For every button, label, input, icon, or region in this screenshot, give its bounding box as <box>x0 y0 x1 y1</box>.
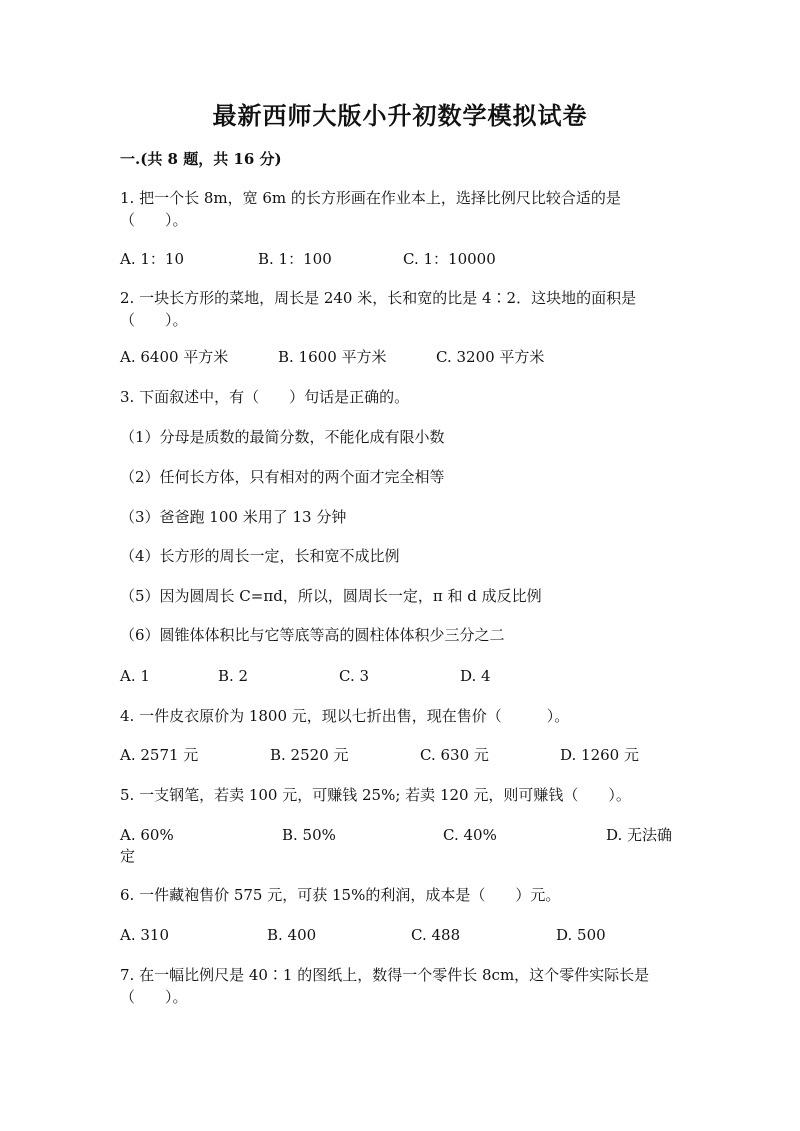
page-title: 最新西师大版小升初数学模拟试卷 <box>212 101 588 130</box>
question-6-option-c: C. 488 <box>411 926 461 944</box>
question-4-option-c: C. 630 元 <box>420 746 489 764</box>
question-3-statement: （2）任何长方体，只有相对的两个面才完全相等 <box>120 468 445 486</box>
question-1-option-a: A. 1：10 <box>120 250 184 268</box>
question-2-option-b: B. 1600 平方米 <box>278 348 387 366</box>
question-5-option-b: B. 50% <box>282 826 336 844</box>
question-5-option-d: D. 无法确 <box>606 826 673 844</box>
question-1-blank: （ ）。 <box>120 211 188 229</box>
question-3-text: 3. 下面叙述中，有（ ）句话是正确的。 <box>120 388 410 406</box>
question-6-option-a: A. 310 <box>120 926 169 944</box>
question-5-option-d-wrap: 定 <box>120 847 136 865</box>
question-3-option-b: B. 2 <box>218 667 249 685</box>
question-3-statement: （5）因为圆周长 C=πd，所以，圆周长一定，π 和 d 成反比例 <box>120 587 542 605</box>
question-2-text: 2. 一块长方形的菜地，周长是 240 米，长和宽的比是 4∶2．这块地的面积是 <box>120 289 637 307</box>
question-1-option-c: C. 1：10000 <box>403 250 496 268</box>
question-4-option-a: A. 2571 元 <box>120 746 199 764</box>
question-3-option-d: D. 4 <box>460 667 491 685</box>
question-4-text: 4. 一件皮衣原价为 1800 元，现以七折出售，现在售价（ ）。 <box>120 707 570 725</box>
question-3-statement: （3）爸爸跑 100 米用了 13 分钟 <box>120 508 347 526</box>
question-7-blank: （ ）。 <box>120 988 188 1006</box>
question-2-blank: （ ）。 <box>120 311 188 329</box>
question-2-option-c: C. 3200 平方米 <box>436 348 545 366</box>
question-7-text: 7. 在一幅比例尺是 40∶1 的图纸上，数得一个零件长 8cm，这个零件实际长是 <box>120 966 650 984</box>
question-1-option-b: B. 1：100 <box>258 250 332 268</box>
question-5-option-c: C. 40% <box>443 826 497 844</box>
question-3-statement: （1）分母是质数的最简分数，不能化成有限小数 <box>120 428 445 446</box>
question-3-option-c: C. 3 <box>339 667 370 685</box>
question-6-text: 6. 一件藏袍售价 575 元，可获 15%的利润，成本是（ ）元。 <box>120 886 561 904</box>
question-1-text: 1. 把一个长 8m，宽 6m 的长方形画在作业本上，选择比例尺比较合适的是 <box>120 189 621 207</box>
question-6-option-b: B. 400 <box>267 926 317 944</box>
question-5-option-a: A. 60% <box>120 826 174 844</box>
question-6-option-d: D. 500 <box>556 926 606 944</box>
question-3-statement: （4）长方形的周长一定，长和宽不成比例 <box>120 547 400 565</box>
question-3-statement: （6）圆锥体体积比与它等底等高的圆柱体体积少三分之二 <box>120 626 505 644</box>
question-2-option-a: A. 6400 平方米 <box>120 348 229 366</box>
question-5-text: 5. 一支钢笔，若卖 100 元，可赚钱 25%; 若卖 120 元，则可赚钱（ ）。 <box>120 786 631 804</box>
section-heading: 一.(共 8 题，共 16 分) <box>120 150 282 168</box>
question-4-option-d: D. 1260 元 <box>560 746 639 764</box>
question-4-option-b: B. 2520 元 <box>270 746 349 764</box>
question-3-option-a: A. 1 <box>120 667 150 685</box>
